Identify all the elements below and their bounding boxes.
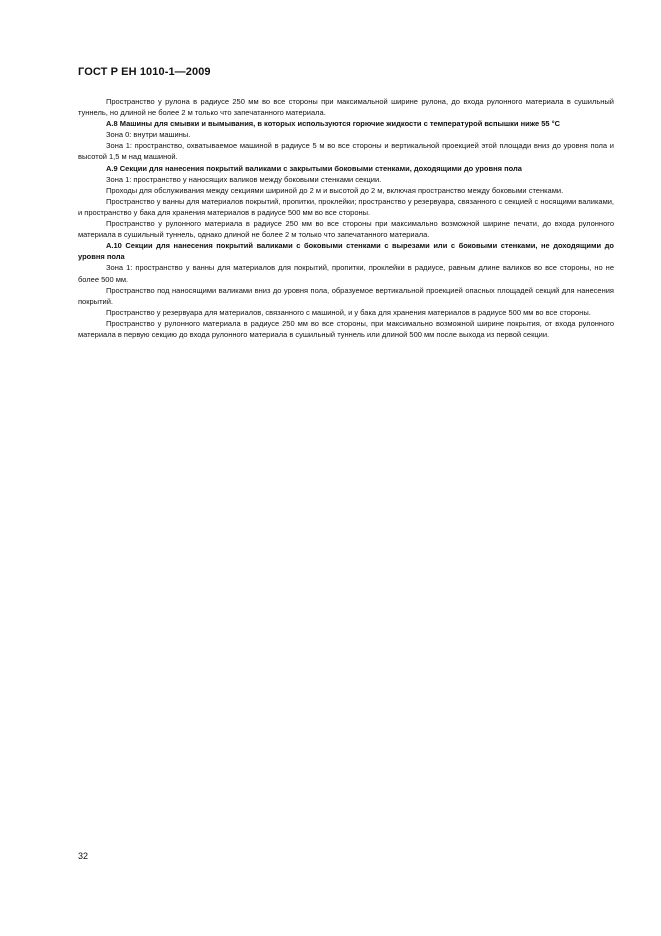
paragraph: Пространство у рулонного материала в радиусе 250 мм во все стороны, при максимально возможной ширине покрытия, от входа рулонного материала в первую секцию до входа рулонного материала в сушильный туннель или длиной 500 мм после выхода из первой секции.: [78, 318, 614, 339]
page-number: 32: [78, 851, 89, 861]
document-body: [78, 96, 614, 340]
section-heading-a9: A.9 Секции для нанесения покрытий валиками с закрытыми боковыми стенками, доходящими до уровня пола: [106, 163, 522, 173]
document-header: ГОСТ Р ЕН 1010-1—2009: [78, 66, 211, 78]
paragraph: Пространство у рулонного материала в радиусе 250 мм во все стороны при максимально возможной ширине печати, до входа рулонного материала в сушильный туннель, однако длиной не более 2 м только что запечатанного материала.: [78, 219, 614, 240]
paragraph: Зона 1: пространство у наносящих валиков между боковыми стенками секции.: [106, 174, 382, 184]
paragraph: Пространство у рулона в радиусе 250 мм во все стороны при максимальной ширине рулона, до входа рулонного материала в сушильный туннель, но длиной не более 2 м только что запечатанного материала.: [78, 97, 614, 118]
paragraph: Пространство у ванны для материалов покрытий, пропитки, проклейки; пространство у резервуара, связанного с секцией с носящими валиками, и пространство у бака для хранения материалов в радиусе 500 мм во все стороны.: [78, 196, 614, 217]
paragraph: Зона 0: внутри машины.: [106, 130, 191, 140]
paragraph: Проходы для обслуживания между секциями шириной до 2 м и высотой до 2 м, включая пространство между боковыми стенками.: [106, 185, 564, 195]
paragraph: Зона 1: пространство у ванны для материалов для покрытий, пропитки, проклейки в радиусе, равным длине валиков во все стороны, но не более 500 мм.: [78, 263, 614, 284]
paragraph: Пространство под наносящими валиками вниз до уровня пола, образуемое вертикальной проекцией опасных площадей секций для нанесения покрытий.: [78, 285, 614, 306]
section-heading-a8: A.8 Машины для смывки и вымывания, в которых используются горючие жидкости с температурой вспышки ниже 55 °С: [106, 119, 561, 129]
paragraph: Пространство у резервуара для материалов, связанного с машиной, и у бака для хранения материалов в радиусе 500 мм во все стороны.: [106, 307, 591, 317]
section-heading-a10: A.10 Секции для нанесения покрытий валиками с боковыми стенками с вырезами или с боковыми стенками, не доходящими до уровня пола: [78, 241, 614, 262]
paragraph: Зона 1: пространство, охватываемое машиной в радиусе 5 м во все стороны и вертикальной проекцией этой площади вниз до уровня пола и высотой 1,5 м над машиной.: [78, 141, 614, 162]
